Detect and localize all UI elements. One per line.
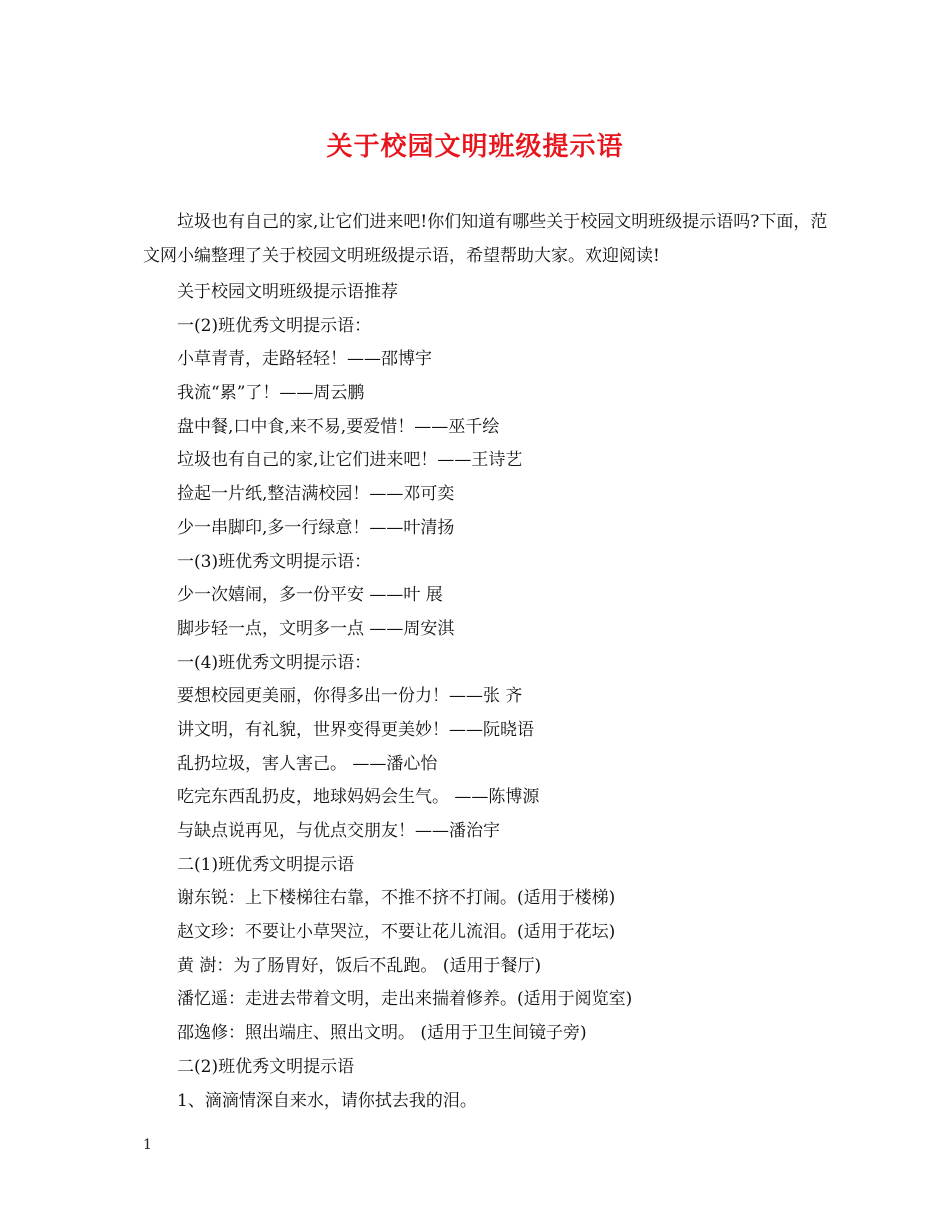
text-line: 二(1)班优秀文明提示语 [177, 854, 355, 875]
text-line: 一(2)班优秀文明提示语： [177, 315, 372, 336]
text-line: 邵逸修：照出端庄、照出文明。 (适用于卫生间镜子旁) [177, 1023, 587, 1044]
text-line: 要想校园更美丽，你得多出一份力！——张 齐 [177, 686, 523, 707]
text-line: 我流“累”了！——周云鹏 [177, 383, 365, 404]
text-line: 吃完东西乱扔皮，地球妈妈会生气。 ——陈博源 [177, 787, 540, 808]
text-line: 讲文明，有礼貌，世界变得更美妙！——阮晓语 [177, 719, 534, 740]
document-title: 关于校园文明班级提示语 [326, 132, 624, 162]
text-line: 小草青青，走路轻轻！——邵博宇 [177, 349, 432, 370]
text-line: 乱扔垃圾，害人害己。 ——潘心怡 [177, 753, 438, 774]
text-line: 脚步轻一点，文明多一点 ——周安淇 [177, 618, 455, 639]
text-line: 二(2)班优秀文明提示语 [177, 1056, 355, 1077]
text-line: 盘中餐,口中食,来不易,要爱惜！——巫千绘 [177, 416, 500, 437]
text-line: 黄 澍：为了肠胃好，饭后不乱跑。 (适用于餐厅) [177, 955, 542, 976]
text-line: 捡起一片纸,整洁满校园！——邓可奕 [177, 484, 455, 505]
text-line: 一(4)班优秀文明提示语： [177, 652, 372, 673]
text-line: 一(3)班优秀文明提示语： [177, 551, 372, 572]
text-line: 谢东锐：上下楼梯往右靠，不推不挤不打闹。(适用于楼梯) [177, 888, 616, 909]
text-line: 1、滴滴情深自来水，请你拭去我的泪。 [177, 1090, 477, 1111]
text-line: 与缺点说再见，与优点交朋友！——潘治宇 [177, 821, 500, 841]
text-line: 少一串脚印,多一行绿意！——叶清扬 [177, 517, 455, 538]
text-line: 少一次嬉闹，多一份平安 ——叶 展 [177, 585, 443, 606]
text-line: 关于校园文明班级提示语推荐 [177, 282, 398, 302]
text-line: 垃圾也有自己的家,让它们进来吧！——王诗艺 [177, 450, 523, 471]
content-lines [177, 276, 837, 1118]
intro-paragraph: 垃圾也有自己的家,让它们进来吧!你们知道有哪些关于校园文明班级提示语吗?下面，范文网小编整理了关于校园文明班级提示语，希望帮助大家。欢迎阅读! [143, 212, 828, 266]
page-number: 1 [143, 1137, 152, 1153]
text-line: 赵文珍：不要让小草哭泣，不要让花儿流泪。(适用于花坛) [177, 922, 616, 943]
text-line: 潘忆遥：走进去带着文明，走出来揣着修养。(适用于阅览室) [177, 989, 633, 1010]
